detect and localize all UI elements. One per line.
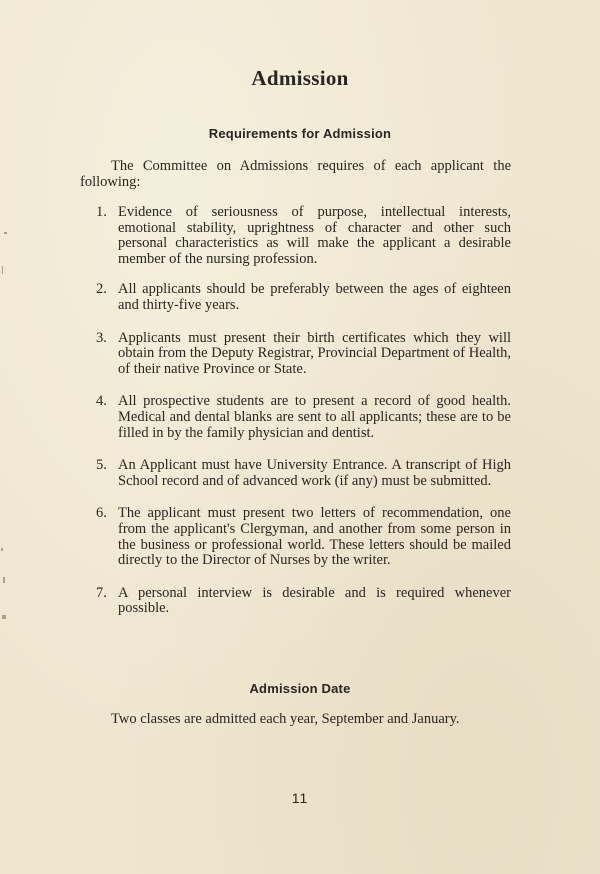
requirement-number: 7. (96, 584, 107, 601)
margin-speck (4, 232, 7, 234)
requirements-list (80, 205, 511, 617)
margin-speck (1, 548, 3, 551)
requirements-heading: Requirements for Admission (208, 126, 392, 141)
requirement-text: A personal interview is desirable and is required whenever possible. (118, 584, 511, 617)
requirement-number: 5. (96, 457, 107, 474)
requirement-item (80, 205, 511, 267)
requirement-item (80, 458, 511, 489)
requirement-text: All prospective students are to present a record of good health. Medical and dental blanks are sent to all applicants; these are to be filled in by the family physician and dentist. (118, 393, 511, 441)
requirement-number: 6. (96, 505, 107, 522)
requirement-number: 4. (96, 393, 107, 410)
requirement-number: 2. (96, 281, 107, 298)
requirement-item (80, 586, 511, 617)
page-number: 11 (291, 790, 309, 806)
margin-speck (2, 615, 6, 619)
page-title: Admission (251, 66, 349, 90)
admission-date-paragraph: Two classes are admitted each year, September and January. (111, 711, 460, 727)
margin-speck (2, 266, 3, 274)
requirement-item (80, 394, 511, 441)
margin-speck (3, 577, 5, 583)
intro-paragraph: The Committee on Admissions requires of each applicant the following: (80, 158, 511, 190)
requirement-number: 1. (96, 204, 107, 220)
requirement-item (80, 282, 511, 313)
requirement-number: 3. (96, 329, 107, 346)
requirement-text: An Applicant must have University Entrance. A transcript of High School record and of advanced work (if any) must be submitted. (118, 457, 511, 489)
requirement-item (80, 331, 511, 378)
requirement-text: Applicants must present their birth certificates which they will obtain from the Deputy Registrar, Provincial Department of Health, of their native Province or State. (118, 329, 511, 377)
requirement-item (80, 506, 511, 568)
requirement-text: The applicant must present two letters of recommendation, one from the applicant's Clergyman, and another from some person in the business or professional world. These letters should be mailed directly to the Director of Nurses by the writer. (118, 505, 511, 569)
admission-date-heading: Admission Date (249, 681, 351, 696)
requirement-text: Evidence of seriousness of purpose, intellectual interests, emotional stability, uprightness of character and other such personal characteristics as will make the applicant a desirable member of the nursing profession. (118, 204, 511, 267)
requirement-text: All applicants should be preferably between the ages of eighteen and thirty-five years. (118, 281, 511, 313)
